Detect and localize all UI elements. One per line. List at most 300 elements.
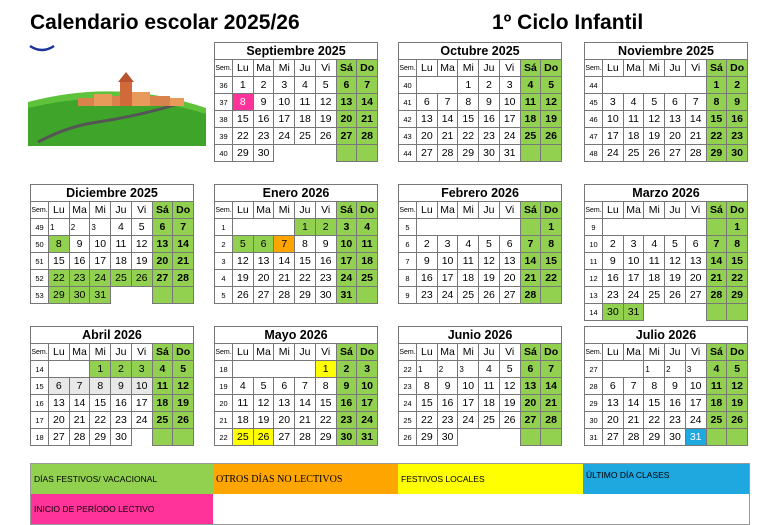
day-cell: 16 (315, 253, 336, 270)
month-name: Septiembre 2025 (215, 43, 378, 60)
day-cell: 1 (315, 361, 336, 378)
week-number: 22 (215, 429, 233, 446)
empty-day (357, 287, 378, 304)
day-cell: 21 (541, 395, 562, 412)
day-cell: 3 (499, 77, 520, 94)
day-cell: 23 (315, 270, 336, 287)
weekday-header: Ju (295, 202, 316, 219)
empty-day (685, 219, 706, 236)
week-number: 16 (31, 395, 49, 412)
week-number: 5 (215, 287, 233, 304)
day-cell: 20 (499, 270, 520, 287)
day-cell: 26 (479, 287, 500, 304)
week-row (31, 236, 194, 253)
empty-day (315, 145, 336, 162)
empty-day (499, 219, 520, 236)
day-cell: 10 (685, 378, 706, 395)
empty-day (623, 361, 644, 378)
week-row (31, 270, 194, 287)
weekday-header: Do (541, 60, 562, 77)
day-cell: 26 (131, 270, 152, 287)
empty-day (233, 361, 254, 378)
day-cell: 26 (173, 412, 194, 429)
week-number: 47 (585, 128, 603, 145)
day-cell: 26 (253, 429, 274, 446)
month-name: Febrero 2026 (399, 185, 562, 202)
day-cell: 15 (458, 111, 479, 128)
week-row (399, 270, 562, 287)
week-row (399, 412, 562, 429)
weekday-header: Sá (706, 60, 727, 77)
day-cell: 14 (357, 94, 378, 111)
week-number: 9 (585, 219, 603, 236)
day-cell: 29 (727, 287, 748, 304)
day-cell: 2 (253, 77, 274, 94)
day-cell: 20 (665, 128, 686, 145)
weekday-header: Ma (623, 60, 644, 77)
week-number: 40 (399, 77, 417, 94)
week-row (399, 128, 562, 145)
empty-day (274, 219, 295, 236)
month-calendar (30, 326, 194, 446)
day-cell: 5 (499, 361, 520, 378)
day-cell: 8 (417, 378, 438, 395)
day-cell: 23 (69, 270, 90, 287)
day-cell: 25 (623, 145, 644, 162)
day-cell: 11 (520, 94, 541, 111)
day-cell: 4 (623, 94, 644, 111)
day-cell: 14 (173, 236, 194, 253)
day-cell: 15 (233, 111, 254, 128)
day-cell: 27 (417, 145, 438, 162)
day-cell: 12 (253, 395, 274, 412)
week-row (215, 287, 378, 304)
week-number: 18 (31, 429, 49, 446)
legend-term-start: INICIO DE PERÍODO LECTIVO (31, 494, 213, 524)
empty-day (706, 304, 727, 321)
day-cell: 6 (253, 236, 274, 253)
week-number: 6 (399, 236, 417, 253)
day-cell: 18 (111, 253, 132, 270)
day-cell: 31 (623, 304, 644, 321)
cycle-title: 1º Ciclo Infantil (492, 11, 644, 34)
weekday-header: Mi (458, 202, 479, 219)
empty-day (644, 304, 665, 321)
day-cell: 19 (131, 253, 152, 270)
day-cell: 7 (173, 219, 194, 236)
day-cell: 20 (253, 270, 274, 287)
day-cell: 30 (336, 429, 357, 446)
week-row (585, 304, 748, 321)
weekday-header: Ma (437, 202, 458, 219)
week-row (399, 94, 562, 111)
day-cell: 4 (479, 361, 500, 378)
empty-day (173, 287, 194, 304)
day-cell: 2 (69, 219, 90, 236)
day-cell: 29 (49, 287, 70, 304)
day-cell: 11 (458, 253, 479, 270)
day-cell: 22 (49, 270, 70, 287)
weekday-header: Lu (233, 344, 254, 361)
empty-day (541, 145, 562, 162)
day-cell: 19 (233, 270, 254, 287)
day-cell: 17 (499, 111, 520, 128)
week-number: 46 (585, 111, 603, 128)
day-cell: 16 (336, 395, 357, 412)
month-calendar (398, 326, 562, 446)
day-cell: 14 (520, 253, 541, 270)
month-calendar (584, 184, 748, 321)
week-row (31, 429, 194, 446)
empty-day (458, 429, 479, 446)
day-cell: 14 (541, 378, 562, 395)
week-row (215, 128, 378, 145)
weekday-header: Ma (437, 344, 458, 361)
month-name: Octubre 2025 (399, 43, 562, 60)
day-cell: 14 (685, 111, 706, 128)
empty-day (437, 219, 458, 236)
day-cell: 11 (644, 253, 665, 270)
day-cell: 19 (479, 270, 500, 287)
day-cell: 1 (417, 361, 438, 378)
day-cell: 28 (706, 287, 727, 304)
day-cell: 19 (253, 412, 274, 429)
day-cell: 25 (706, 412, 727, 429)
day-cell: 8 (727, 236, 748, 253)
week-number: 28 (585, 378, 603, 395)
day-cell: 1 (233, 77, 254, 94)
day-cell: 13 (253, 253, 274, 270)
day-cell: 10 (336, 236, 357, 253)
week-number: 52 (31, 270, 49, 287)
week-number: 41 (399, 94, 417, 111)
week-row (399, 219, 562, 236)
weekday-header: Vi (685, 60, 706, 77)
day-cell: 30 (479, 145, 500, 162)
day-cell: 10 (90, 236, 111, 253)
week-row (215, 270, 378, 287)
weekday-header: Sá (520, 202, 541, 219)
day-cell: 9 (437, 378, 458, 395)
weekday-header: Lu (233, 60, 254, 77)
week-row (399, 145, 562, 162)
month-name: Noviembre 2025 (585, 43, 748, 60)
day-cell: 6 (417, 94, 438, 111)
week-number: 23 (399, 378, 417, 395)
day-cell: 31 (685, 429, 706, 446)
week-row (585, 236, 748, 253)
week-row (31, 378, 194, 395)
empty-day (131, 287, 152, 304)
empty-day (706, 219, 727, 236)
day-cell: 26 (665, 287, 686, 304)
empty-day (479, 219, 500, 236)
week-row (215, 412, 378, 429)
weekday-header: Lu (49, 344, 70, 361)
weekday-header: Mi (644, 202, 665, 219)
weekday-header: Mi (644, 60, 665, 77)
day-cell: 15 (644, 395, 665, 412)
day-cell: 14 (295, 395, 316, 412)
day-cell: 9 (253, 94, 274, 111)
month-calendar (398, 184, 562, 304)
day-cell: 7 (69, 378, 90, 395)
day-cell: 17 (357, 395, 378, 412)
weekday-header: Mi (90, 344, 111, 361)
day-cell: 5 (665, 236, 686, 253)
week-row (31, 253, 194, 270)
day-cell: 24 (357, 412, 378, 429)
month-name: Julio 2026 (585, 327, 748, 344)
day-cell: 3 (131, 361, 152, 378)
day-cell: 16 (111, 395, 132, 412)
day-cell: 28 (173, 270, 194, 287)
day-cell: 11 (706, 378, 727, 395)
week-header: Sem. (215, 202, 233, 219)
day-cell: 26 (727, 412, 748, 429)
day-cell: 10 (357, 378, 378, 395)
legend (30, 463, 750, 525)
week-number: 14 (31, 361, 49, 378)
day-cell: 31 (357, 429, 378, 446)
week-number: 11 (585, 253, 603, 270)
day-cell: 20 (603, 412, 624, 429)
day-cell: 18 (644, 270, 665, 287)
week-row (399, 287, 562, 304)
day-cell: 21 (357, 111, 378, 128)
day-cell: 24 (685, 412, 706, 429)
day-cell: 17 (623, 270, 644, 287)
day-cell: 21 (623, 412, 644, 429)
day-cell: 30 (315, 287, 336, 304)
weekday-header: Do (727, 344, 748, 361)
day-cell: 30 (253, 145, 274, 162)
week-number: 50 (31, 236, 49, 253)
day-cell: 13 (274, 395, 295, 412)
day-cell: 15 (706, 111, 727, 128)
day-cell: 6 (336, 77, 357, 94)
week-row (585, 145, 748, 162)
day-cell: 12 (479, 253, 500, 270)
week-number: 13 (585, 287, 603, 304)
day-cell: 3 (603, 94, 624, 111)
empty-day (49, 361, 70, 378)
week-row (399, 395, 562, 412)
week-row (585, 128, 748, 145)
day-cell: 21 (520, 270, 541, 287)
day-cell: 17 (603, 128, 624, 145)
day-cell: 27 (603, 429, 624, 446)
day-cell: 6 (49, 378, 70, 395)
day-cell: 21 (69, 412, 90, 429)
weekday-header: Sá (520, 344, 541, 361)
day-cell: 27 (274, 429, 295, 446)
week-number: 53 (31, 287, 49, 304)
day-cell: 7 (623, 378, 644, 395)
day-cell: 22 (706, 128, 727, 145)
day-cell: 6 (603, 378, 624, 395)
weekday-header: Ju (479, 202, 500, 219)
weekday-header: Vi (685, 202, 706, 219)
day-cell: 20 (336, 111, 357, 128)
empty-day (665, 304, 686, 321)
week-header: Sem. (585, 202, 603, 219)
week-number: 24 (399, 395, 417, 412)
day-cell: 29 (315, 429, 336, 446)
day-cell: 3 (336, 219, 357, 236)
empty-day (706, 429, 727, 446)
empty-day (644, 77, 665, 94)
empty-day (274, 145, 295, 162)
weekday-header: Sá (336, 202, 357, 219)
day-cell: 22 (90, 412, 111, 429)
weekday-header: Do (173, 344, 194, 361)
day-cell: 2 (665, 361, 686, 378)
day-cell: 2 (111, 361, 132, 378)
day-cell: 18 (479, 395, 500, 412)
day-cell: 6 (499, 236, 520, 253)
day-cell: 7 (295, 378, 316, 395)
week-number: 12 (585, 270, 603, 287)
day-cell: 13 (152, 236, 173, 253)
week-row (585, 412, 748, 429)
empty-day (541, 429, 562, 446)
day-cell: 25 (644, 287, 665, 304)
day-cell: 28 (274, 287, 295, 304)
weekday-header: Do (727, 60, 748, 77)
day-cell: 24 (274, 128, 295, 145)
week-number: 30 (585, 412, 603, 429)
empty-day (274, 361, 295, 378)
week-header: Sem. (31, 202, 49, 219)
day-cell: 3 (458, 361, 479, 378)
week-header: Sem. (215, 60, 233, 77)
week-number: 51 (31, 253, 49, 270)
day-cell: 21 (437, 128, 458, 145)
weekday-header: Do (541, 202, 562, 219)
weekday-header: Mi (274, 60, 295, 77)
week-number: 9 (399, 287, 417, 304)
empty-day (541, 287, 562, 304)
day-cell: 25 (357, 270, 378, 287)
weekday-header: Lu (603, 202, 624, 219)
week-number: 8 (399, 270, 417, 287)
week-row (215, 429, 378, 446)
weekday-header: Do (727, 202, 748, 219)
day-cell: 28 (520, 287, 541, 304)
day-cell: 11 (295, 94, 316, 111)
weekday-header: Sá (706, 202, 727, 219)
day-cell: 20 (417, 128, 438, 145)
weekday-header: Ju (665, 60, 686, 77)
empty-day (253, 361, 274, 378)
weekday-header: Mi (90, 202, 111, 219)
weekday-header: Vi (499, 202, 520, 219)
day-cell: 22 (315, 412, 336, 429)
day-cell: 30 (69, 287, 90, 304)
day-cell: 23 (603, 287, 624, 304)
day-cell: 9 (69, 236, 90, 253)
week-header: Sem. (399, 60, 417, 77)
day-cell: 17 (131, 395, 152, 412)
weekday-header: Sá (152, 344, 173, 361)
legend-other-non-school-days: OTROS DÍAS NO LECTIVOS (213, 464, 398, 494)
week-number: 42 (399, 111, 417, 128)
day-cell: 9 (315, 236, 336, 253)
day-cell: 15 (90, 395, 111, 412)
weekday-header: Lu (49, 202, 70, 219)
day-cell: 18 (458, 270, 479, 287)
empty-day (603, 361, 624, 378)
weekday-header: Sá (336, 344, 357, 361)
weekday-header: Ma (253, 202, 274, 219)
day-cell: 21 (685, 128, 706, 145)
day-cell: 13 (520, 378, 541, 395)
day-cell: 17 (458, 395, 479, 412)
empty-day (623, 219, 644, 236)
day-cell: 26 (541, 128, 562, 145)
week-number: 44 (399, 145, 417, 162)
day-cell: 29 (295, 287, 316, 304)
day-cell: 27 (49, 429, 70, 446)
day-cell: 9 (336, 378, 357, 395)
week-number: 25 (399, 412, 417, 429)
weekday-header: Ma (253, 344, 274, 361)
week-number: 29 (585, 395, 603, 412)
day-cell: 28 (685, 145, 706, 162)
empty-day (520, 219, 541, 236)
day-cell: 6 (520, 361, 541, 378)
legend-last-class-day: ÚLTIMO DÍA CLASES (583, 464, 749, 494)
month-calendar (214, 184, 378, 304)
day-cell: 23 (336, 412, 357, 429)
day-cell: 25 (111, 270, 132, 287)
day-cell: 11 (111, 236, 132, 253)
day-cell: 8 (295, 236, 316, 253)
week-number: 10 (585, 236, 603, 253)
day-cell: 1 (295, 219, 316, 236)
weekday-header: Ju (111, 202, 132, 219)
day-cell: 8 (541, 236, 562, 253)
day-cell: 7 (541, 361, 562, 378)
week-row (585, 378, 748, 395)
week-number: 27 (585, 361, 603, 378)
legend-holidays: DÍAS FESTIVOS/ VACACIONAL (31, 464, 213, 494)
day-cell: 8 (458, 94, 479, 111)
day-cell: 28 (437, 145, 458, 162)
week-number: 19 (215, 378, 233, 395)
day-cell: 8 (49, 236, 70, 253)
empty-day (603, 219, 624, 236)
day-cell: 5 (233, 236, 254, 253)
day-cell: 25 (520, 128, 541, 145)
day-cell: 23 (253, 128, 274, 145)
month-name: Enero 2026 (215, 185, 378, 202)
day-cell: 26 (233, 287, 254, 304)
day-cell: 28 (69, 429, 90, 446)
weekday-header: Ma (253, 60, 274, 77)
day-cell: 11 (357, 236, 378, 253)
weekday-header: Vi (131, 344, 152, 361)
day-cell: 18 (233, 412, 254, 429)
day-cell: 13 (49, 395, 70, 412)
week-number: 37 (215, 94, 233, 111)
day-cell: 3 (623, 236, 644, 253)
day-cell: 15 (295, 253, 316, 270)
day-cell: 3 (685, 361, 706, 378)
day-cell: 13 (336, 94, 357, 111)
week-row (215, 219, 378, 236)
